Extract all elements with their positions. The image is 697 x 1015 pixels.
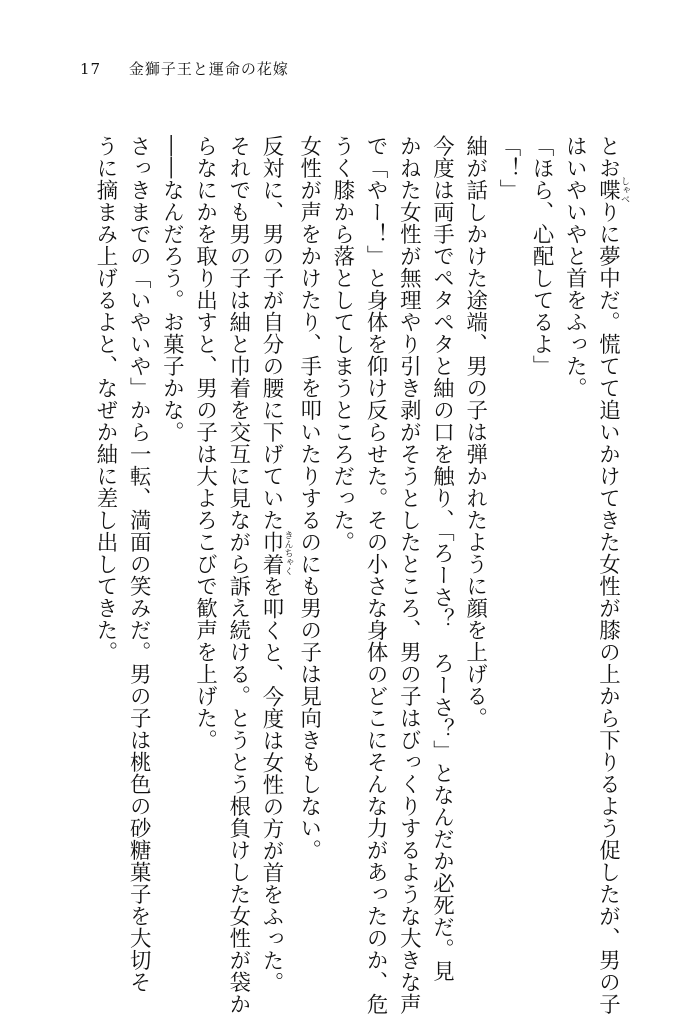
text-fragment: を叩くと、今度は女性の方が首をふった。	[258, 575, 284, 994]
page-number: 17	[80, 60, 102, 78]
text-line	[255, 135, 293, 994]
text-line: うに摘まみ上げるよと、なぜか紬に差し出してきた。	[92, 135, 118, 663]
text-line: うく膝から落としてしまうところだった。	[329, 135, 355, 553]
text-line: さっきまでの「いやいや」から一転、満面の笑みだ。男の子は桃色の砂糖菓子を大切そ	[126, 135, 152, 993]
text-line: かねた女性が無理やり引き剥がそうとしたところ、男の子はびっくりするような大きな声	[396, 135, 422, 1015]
text-line: 今度は両手でペタペタと紬の口を触り、「ろーさ？ ろーさ？」となんだか必死だ。見	[429, 135, 455, 983]
text-line: で「やー！」と身体を仰け反らせた。その小さな身体のどこにそんな力があったのか、危	[363, 135, 389, 1015]
book-title: 金獅子王と運命の花嫁	[128, 60, 289, 78]
ruby-kinchaku	[258, 530, 293, 576]
ruby-reading: きんちゃく	[282, 530, 293, 576]
dialogue-line: 「！」	[495, 135, 521, 201]
text-fragment: 反対に、男の子が自分の腰に下げていた	[258, 135, 284, 531]
running-header	[80, 58, 289, 79]
ruby-shaberi	[595, 176, 629, 204]
text-line: はいやいやと首をふった。	[562, 135, 588, 399]
text-line: それでも男の子は紬と巾着を交互に見ながら訴え続ける。とうとう根負けした女性が袋か	[225, 135, 251, 1015]
body-text	[89, 135, 629, 1015]
text-fragment: りに夢中だ。慌てて追いかけてきた女性が膝の上から下りるよう促したが、男の子	[595, 201, 621, 1015]
ruby-base: 喋	[595, 176, 621, 204]
ruby-reading: しゃべ	[619, 176, 629, 204]
text-line: ――なんだろう。お菓子かな。	[159, 135, 185, 443]
text-line: らなにかを取り出すと、男の子は大よろこびで歓声を上げた。	[192, 135, 218, 751]
text-line: 女性が声をかけたり、手を叩いたりするのにも男の子は見向きもしない。	[296, 135, 322, 861]
text-line	[591, 135, 629, 1015]
text-line: 紬が話しかけた途端、男の子は弾かれたように顔を上げる。	[462, 135, 488, 729]
dialogue-line: 「ほら、心配してるよ」	[529, 135, 555, 377]
ruby-base: 巾着	[258, 530, 284, 576]
text-fragment: とお	[595, 135, 621, 179]
